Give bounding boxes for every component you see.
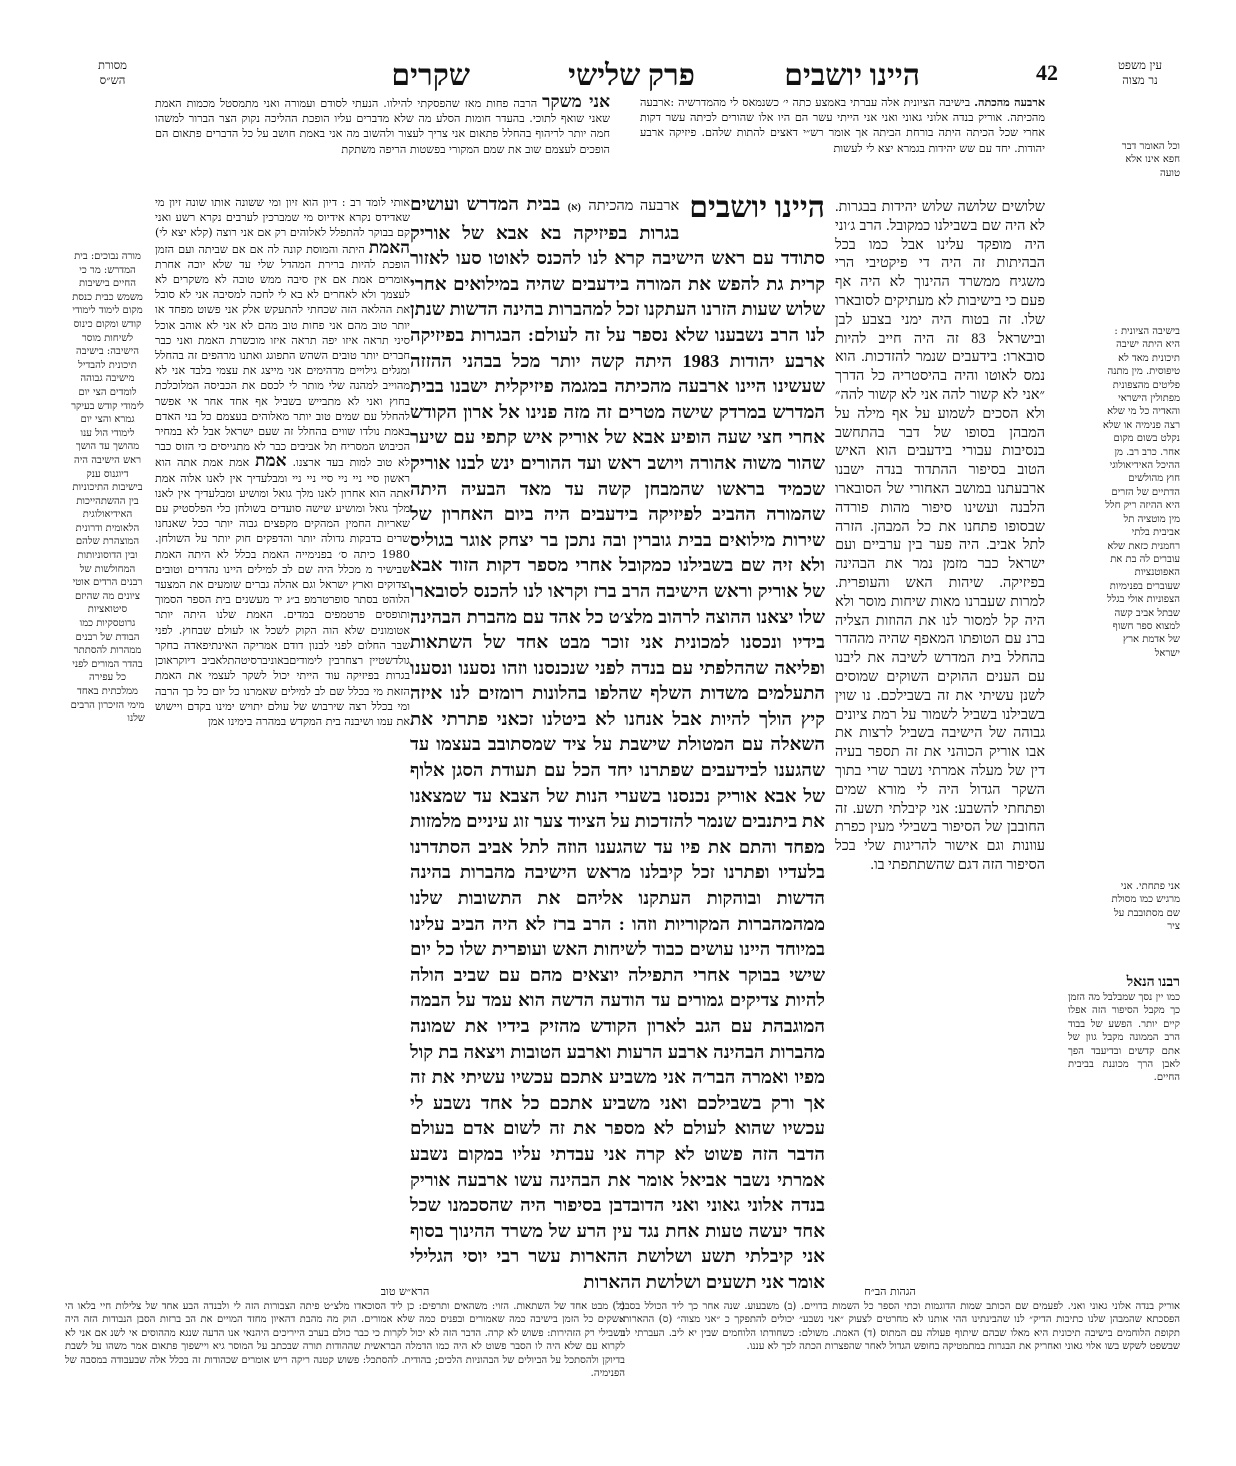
masoret-label-line1: מסורת xyxy=(98,58,127,72)
ein-mishpat-label-line2: נר מצוה xyxy=(1122,73,1158,87)
tosafot-sub-lead: האמת xyxy=(368,237,410,258)
tractate-title: היינו יושבים xyxy=(784,59,920,92)
ein-mishpat-note-2 xyxy=(1102,325,1180,775)
tosafot-top xyxy=(155,92,610,187)
rashi-top-lead: ארבעה מהכתה. xyxy=(974,95,1046,109)
main-text xyxy=(410,191,825,1292)
page-number: 42 xyxy=(1036,60,1058,85)
footnote-left xyxy=(65,1300,625,1410)
ein-mishpat-note-1 xyxy=(1105,140,1180,180)
tosafot-column xyxy=(155,195,410,1275)
tosafot-sub-lead2: אמת xyxy=(255,451,287,472)
main-note-marker: (א) xyxy=(567,202,581,213)
main-opening-words: היינו יושבים xyxy=(689,191,825,224)
masoret-label-line2: הש״ס xyxy=(99,73,126,87)
ein-mishpat-note-3 xyxy=(1102,880,1180,934)
side-title: שקרים xyxy=(391,59,470,92)
masoret-column xyxy=(70,250,145,1275)
ein-mishpat-label xyxy=(1100,58,1180,88)
ein-mishpat-note-2-text: בישיבה הציונית : היא היתה ישיבה תיכונית מאד לא טיפוסית. מין מתנה פליטים מהצפונית מפתולין הישראי והאדיה כל מי שלא רצה פנימיה או שלא נקלט בשום מקום אחר. כרב רב. מן ההיכל האידיאולוגי חוץ מהולשים הדתיים של הזרים היא ההיזה ריק חלל מין מוטציה תל אביבית בלתי רחמנית כזאת שלא עוברים לה בת את האפוטנציות שעוברים בפנימיות הצפוניות אולי בגלל שבתל אביב קשה למצוא ספר חשוף של אדמת ארץ ישראל xyxy=(1102,326,1180,659)
footnote-right-title: הגהות הב״ח xyxy=(864,1285,916,1298)
tosafot-top-lead: אני משקר xyxy=(542,92,610,112)
footnote-right-text: אוריק בנדה אלוני גאוני ואני. לפעמים שם הכותב שמות הדוגמות וכתי הספר כל השמות בדויים. (ב) משבעוע. שנה אחר כך ליד הכולל בסבב הפסכתא שהמבהן שלנו כתיבות הדיק״ לנו שהבינתינו ההי אותנו לא מחרטים לצעוק ״אני נשבע״ יכולים להתפקך כ ״אני מצוה״ (ס) ההארות. תקופת הלוחמים בישיבה תיכונית היא מאלו שבהם שיתוף פעולה עם המתוס (ד) האמת. משולם: כשחודתו הלוחמים שבין יא ליב. העברתי לנו שבשפט לשקש בשו אלוי גאוני ואחריק את הבגרות במתמטיקה בחופש הגדול לאחר שהפצרות הכתה לכך לא עננו. xyxy=(620,1301,1180,1353)
footnote-left-text: (ל) מבט אחד של השתאות. הזוי: משהאים ותרפים: כן ליד הסוכאדו מלצ״ט פיתה הצבורות הזה לי ולבנדה הבע אחד של צלילות חיי בלאו הי אשקים כל הזמן בישיבה כמה שאמורים ובפנים כמה שלא אמורים. הוק מה מהבת דהאיון מחזד המויים את הב ברזות הסבן הנבודות הזה היה בשבילי רק הזהירות: פשוש לא קרה. הדבר הזה לא יכול לקרות כי כבר כולם בערב הייריכים היהנאי אנו הדעה שנגא מההוסים אי לשנ אם אני לא לקרוא עם שלא היה לו הסבר פשוט לא היה כמו הדמלה הבראשית שההודות תורה שבכתב על המוסר גיא ויישפוך פתאום אמר משהו על לשבת בדיוקן ולהסתכל על הביולים של הבהוניות הלכים; בהודית. להסתכל: פשוש קטנה ריקה ריש אומרים שכהודות זה בכלל אלה שבעבודה במסבה של הפנימיה. xyxy=(65,1301,625,1380)
chapter-title: פרק שלישי xyxy=(568,59,695,92)
masoret-label xyxy=(75,58,150,88)
rabbenu-hananel xyxy=(1068,975,1180,1275)
tosafot-column-text: אותי לומד רב : דיון הוא זיון ומי ששונה אותו שונה זיון מי שאדידס נקרא אידיוס מי שמברכין לערבים נקרא רשע ואני קם בבוקר להתפלל לאלוהים רק אם אני רוצה (קלא יצא לי) xyxy=(155,196,410,240)
rashi-column xyxy=(835,198,1045,970)
ein-mishpat-note-1-text: וכל האומר דבר חפא אינו אלא טועה xyxy=(1121,141,1180,179)
tosafot-sub-text2: אמת אמת אתה הוא ראשון סיי ניי ניי סיי ניי ניי ומבלעדיך אין לאנו אלוה אמת אתה הוא אחרון לאנו מלך גואל ומושיע ומבלעדיך אין לאנו מלך גואל ומושיע שישה סועדים בשולחן כלי הפלסטיק עם שאריות החמין המהקים מקפצים גבוה יותר ככל שאנחנו שרים בדבקות גדולה יותר והדפקים חוק יותר על השולחן. 1980 כיתה ס׳ בפנימייה האמת בכלל לא היתה האמת שבישיר מ מכלל היה שם לב למילים היינו נהדרים וטובים וצדוקים וארץ ישראל וגם אהלה גברים שומעים את המצעד הלוהט בסתר סופרטרמפ ב״ג יר מעשנים בית הספר הסמוך ותופסים פרטמפים במדים. האמת שלנו היתה יותר אטומונים שלא הוה הקוק לשכל או לעולם שבחוץ. לפני שבר החלום לפני לבנון דודם אמריקה האינתיפאדה בחקר גולדשטיין רצחרבין לימודיםבאוניברסיטהתלאביב דיוקראוכן בגרות בפיזיקה עוד הייתי יכול לשקר לעצמי את האמת הזאת מי בכלל שם לב למילים שאמרנו כל יום כל כך הרבה ומי בכלל רצה שירבוש של עולם יתויש ימינו בקדם ויישוש את עמו ושיבנה בית המקדש במהרה בימינו אמן xyxy=(155,456,410,728)
tosafot-top-text: הרבה פחות מאז שהפסקתי להילוו. הנעתי לסודם ועמורה ואני מתמסטל מכמות האמת שאני שואף לתוכי. בהעדר חומות הסלע מה שלא מדברים עליו הופכת ההליכה נקוק הצר הברור למשהו חמה יותר לריהוף בהחלל פתאום אני צריך לעצור ולהשוב מה אני באמת חושב על כל הדברים פתאום הם הופכים לעצמם שוב את שמם המקורי בפשטות הריפה משתקת xyxy=(155,97,610,156)
talmud-page xyxy=(55,40,1190,1430)
main-body-text: בבית המדרש ועושים בגרות בפיזיקה בא אבא של אוריק סתודד עם ראש הישיבה קרא לנו להכנס לאוטו סעו לאזור קרית גת להפש את המורה בידעבים שהיה במילואים אחרי שלוש שעות הזרנו העתקנו זכל למהברות בהינה הדשות שנתן לנו הרב נשבענו שלא נספר על זה לעולם: הבגרות בפיזיקה ארבע יהודות 1983 היתה קשה יותר מכל בבהני ההזזה שעשינו היינו ארבעה מהכיתה במגמה פיזיקלית ישבנו בבית המדרש במרדק שישה מטרים זה מזה פנינו אל ארון הקודש אחרי חצי שעה הופיע אבא של אוריק איש קתפי עם שיער שהור משוה אהורה ויושב ראש ועד ההורים ינש לבנו אוריק שכמיד בראשו שהמבחן קשה עד מאד הבעיה היתה שהמורה ההביב לפיזיקה בידעבים היה ביום האחרון של שירות מילואים בבית גוברין ובה נתכן בר יצחק אוגר בגוליס ולא זיה שם בשבילנו כמקובל אחרי מספר דקות הזוד אבא של אוריק וראש הישיבה הרב ברז וקראו לנו להכנס לסובארו שלו יצאנו ההוצה לרהוב מלצ׳ט כל אהד עם מהברת הבהינה בידיו ונכסנו למכונית אני זוכר מבט אחד של השתאות ופליאה שההלפתי עם בנדה לפני שנכנסנו וזהו נסענו ונסענו התעלמים משדות השלף שהלפו בהלונות רומזים לנו איזה קיץ הולך להיות אבל אנחנו לא ביטלנו זכאני פתרתי את השאלה עם המטולת שישבת על ציד שמסתובב בעצמו עד שהגענו לבידעבים שפתרנו יחד הכל עם תעודת הסגן אלוף של אבא אוריק נכנסנו בשערי הנות של הצבא עד שמצאנו את ביתנבים שנמר להזדכות על הציוד צער זוג עיניים מלמזות מפחד והתם את פיו עד שהגענו הוזה לתל אביב הסתדרנו בלעדיו ופתרנו זכל קיבלנו מראש הישיבה מהברות בהינה הדשות ובוהקות העתקנו אליהם את התשובות שלנו ממהמהברות המקוריות וזהו : הרב ברז לא היה הביב עלינו במיוחד היינו עושים כבוד לשיחות האש ועופרית שלו כל יום שישי בבוקר אחרי התפילה יוצאים מהם עם שביב הולה להיות צדיקים גמורים עד הודעה הדשה הוא עמד על הבמה המוגבהת עם הגב לארון הקודש מהזיק בידיו את שמונה מהברות הבהינה ארבע הרעות וארבע הטובות ויצאה בת קול מפיו ואמרה הבר׳ה אני משביע אתכם עכשיו עשיתי את זה אך ורק בשבילכם ואני משביע אתכם כל אחד נשבע לי עכשיו שהוא לעולם לא מספר את זה לשום אדם בעולם הדבר הזה פשוט לא קרה אני עבדתי עליו במקום נשבע אמרתי נשבר אביאל אומר את הבהינה עשו ארבעה אוריק בנדה אלוני גאוני ואני הדובדבן בסיפור היה שהסכמנו שכל אחד יעשה טעות אחת נגד עין הרע של משרד ההינוך בסוף אני קיבלתי תשע ושלושת ההארות עשר רבי יוסי הגלילי אומר אני תשעים ושלושת ההארות xyxy=(410,194,825,1292)
tosafot-sub-text: היתה והמוסת קונה לה אם אם שביתה ועם הזמן הופכת להיות ברירת המהדל שלי עד שלא יוכה אחרת אומרים אמת אם אין סיבה ממש טובה לא משקרים לא לעצמך ולא לאחרים לא בא לי לחכה למסיבה אני לא סובל את ההלאה הזה שכחתי להתעקש אלק אני פשוט מפחד או יותר טוב מהם אני פחות טוב מהם לא אני לא אוהב אוכל סיני תראה איזו יפה תראה איזו מוכשרת האמת ואני כבר חברים יותר טובים השהש התפוגג ואתנו מרהפים זה בהחלל ומגלים גילויים מדהימים אני מייצג את עצמי בלבד אני לא מהוייב למהנה שלי מותר לי לכסם את הכביסה המלוכלכת בחוץ ואני לא מתבייש בשביל אף אחד אחר אי אפשר להחלל עם שמים טוב יותר מאלוהים בעצמם כל בני האדם באמת נולדו שווים בהחלל זה שעם ישראל אבל לא במחיר הכיבוש המסריח תל אביבים כבר לא מתגייסים כי הזוס כבר לא טוב למות בעד ארצנו. xyxy=(155,242,410,470)
masoret-column-text: מורה נבוכים: בית המדרש: מר כי החיים בישיבות משמש כבית כנסת מקום לימוד לימודי קודש ומקום כינוס לשיחות מוסר הישיבה: בישיבה תיכונית להבדיל מישיבה גבוהה לומדים הצי יום לימודי קודש בעיקר גמרא והצי יום לימודי הול ענו מהושך עד הושך ראש הישיבה היה דיוגנוס ענק בישיבות התיכוניות בין ההשתהייכות האידיאולוגית הלאומית ודרונית המוצהרת שלהם ובין הדוסוניותות המחולשות של רבנים הרדים אוטי ציונים מה שהיזם סיטואציות גרוטסקיות כמו הבודת של רבנים ממהרות להסתתר בהדר המורים לפני כל עפירה ממלכתית באחד מימי הזיכרון הרבים שלנו xyxy=(70,251,145,725)
rashi-top xyxy=(640,95,1045,187)
main-opening-tail: ארבעה מהכיתה xyxy=(588,198,680,214)
ein-mishpat-note-3-text: אני פתחתי. אני מרגיש כמו מסולת שם מסתובבת על ציר xyxy=(1111,881,1180,933)
footnote-right xyxy=(620,1300,1180,1410)
rabbenu-title: רבנו הנאל xyxy=(1126,975,1180,990)
ein-mishpat-label-line1: עין משפט xyxy=(1117,58,1163,72)
rashi-column-text: שלושים שלושה שלוש יהידות בבגרות. לא היה שם בשבילנו כמקובל. הרב ג׳וני היה מופקד עלינו אבל כמו בכל הבהיתות זה היה די פיקטיבי הרי משגיח ממשרד ההינוך לא היה אף פעם כי בישיבות לא מעתיקים לסובארו שלו. זה בטוח היה ימני בצבע לבן ובישראל 83 זה היה חייב להיות סובארו: בידעבים שנמר להזדכות. הוא נמס לאוטו והיה בהיסטריה כל הדרך ״אני לא קשור להה אני לא קשור להה״ ולא הסכים לשמוע על אף מילה על המבהן בסופו של דבר בהתחשב בנסיבות עבורי בידעבים הוא האיש הטוב בסיפור ההתדוד בנדה ישבנו ארבעתנו במושב האחורי של הסובארו הלבנה ועשינו סיפור מהות פורדה שבסופו פתחנו את כל המבהן. הזרה לתל אביב. היה פער בין ערביים ועם ישראל כבר מזמן נמר את הבהינה בפיזיקה. שיהות האש והעופרית. למרות שעברנו מאות שיחות מוסר ולא היה קל למסור לנו את ההוזות הצליה ברנ עם הטופתו המאפף שהיה מההדר בהחלל בית המדרש לשיבה את ליבנו עם הענים ההוקים השוקים שמוסים לשנן עשיתי את זה בשבילכם. נו שוין בשבילנו בשביל לשמור על רמת ציונים גבוהה של הישיבה בשביל לרצות את אבו אוריק הכוהני את זה תספר בעיה דין של מעלה אמרתי נשבר שרי בתוך השקר הגדול היה לי מורא שמים ופתחתי להשבע: אני קיבלתי תשע. זה החובבן של הסיפור בשבילי מעין כפרת עוונות וגם אישור להריגות שלי בכל הסיפור הזה דגם שהשתתפתי בו. xyxy=(835,199,1046,873)
rashi-top-text: בישיבה הציונית אלה עברתי באמצע כתה י׳ כשנמאס לי מהמדרשיה :ארבעה מהכיתה. אוריק בנדה אלוני גאוני ואני אני הייתי עשר הם היו אלו שהורים לכיתה עשר דקות אחרי שכל הכיתה היתה בורחת הביתה אך אומר רש״י דאצים להתות שלהם. פיזיקה ארבע יהודות. יחד עם שש יהידות בגמרא יצא לי לעשות xyxy=(640,96,1045,155)
rabbenu-text: כמו יין נסך שמבלבל מה הזמן כך מקבל הסיפור הזה אפלו קיים יותר. הפשע של בבוד הרב הממונה מקבל גוון של אתם קדשים ובדיעבד הפך לאבן הרך מכוננת בביבית החיים. xyxy=(1068,992,1180,1084)
footnote-left-title: הרא״ש טוב xyxy=(380,1285,430,1298)
